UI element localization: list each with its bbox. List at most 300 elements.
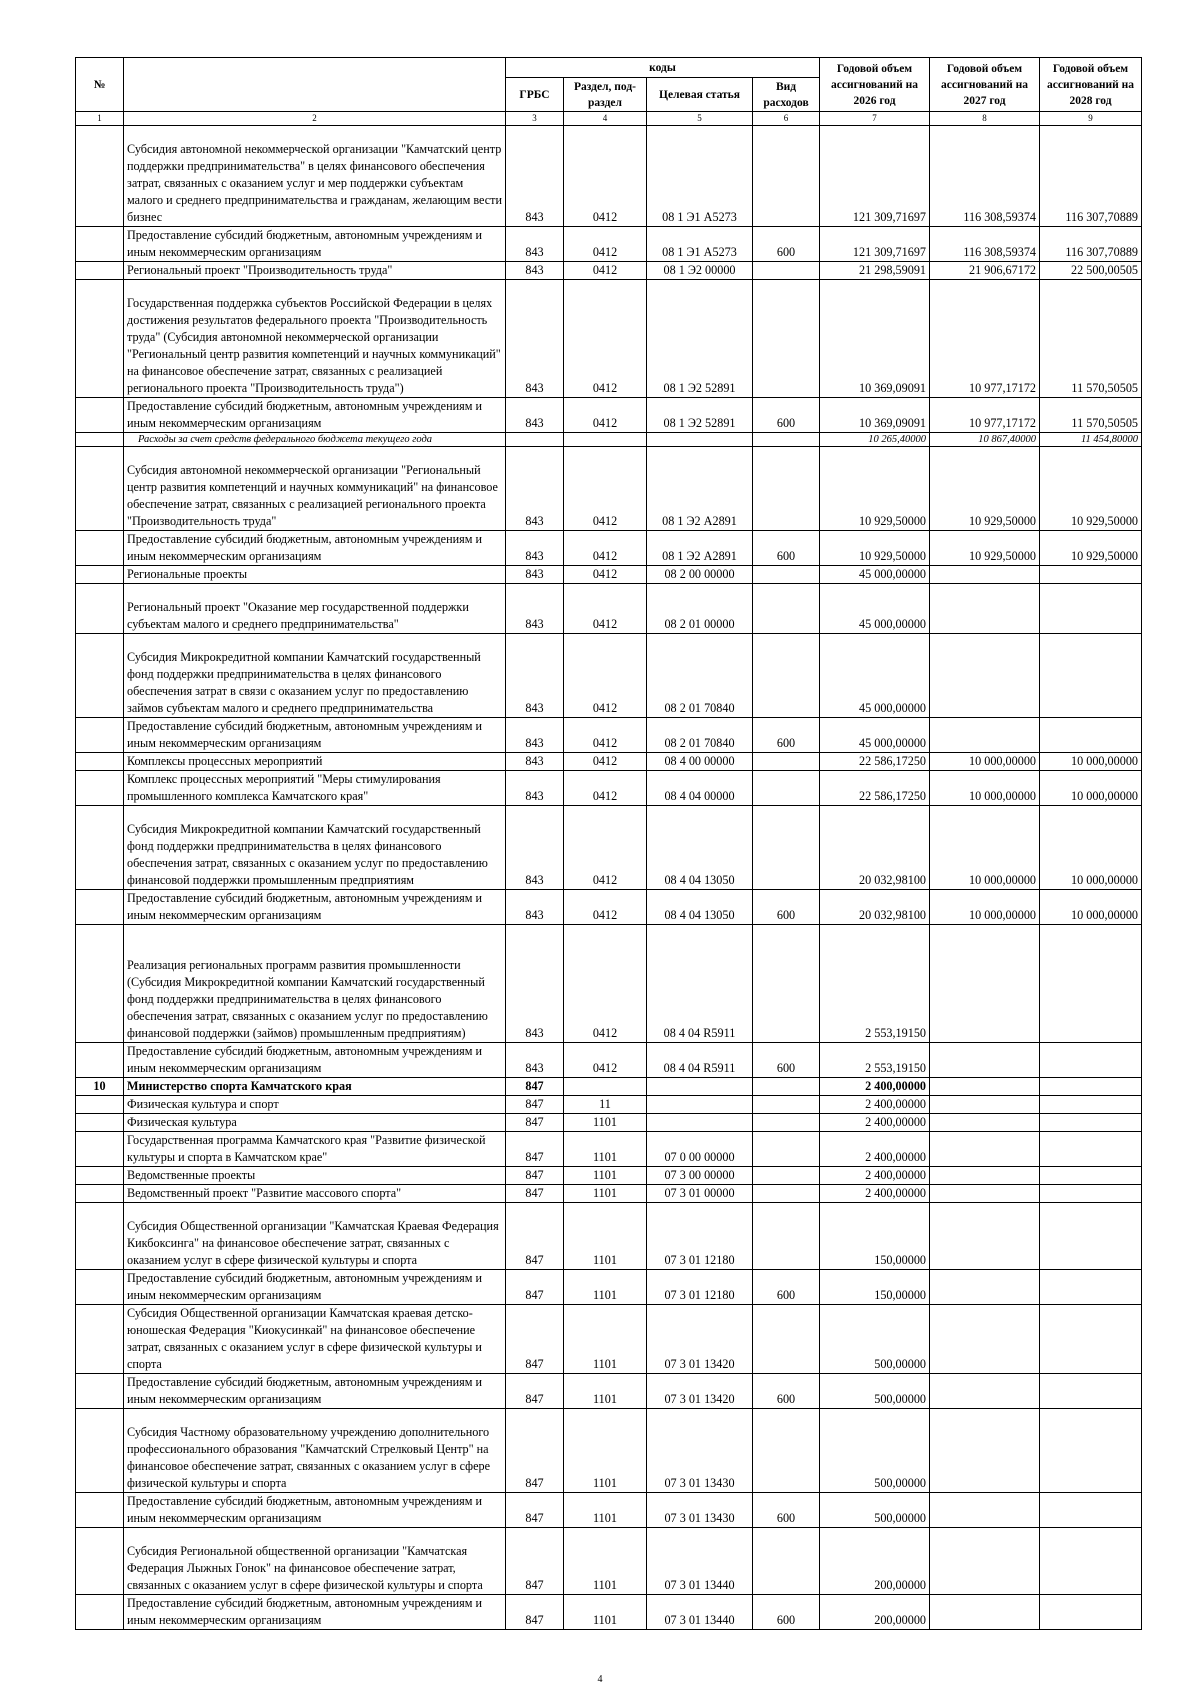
row-name: Субсидия Микрокредитной компании Камчатский государственный фонд поддержки предпринимательства в целях финансового обеспечения затрат в связи с оказанием услуг по предоставлению займов субъектам малого и среднего предпринимательства — [124, 634, 506, 718]
row-grbs: 843 — [506, 566, 564, 584]
row-value-2028: 10 000,00000 — [1040, 753, 1142, 771]
row-value-2026: 121 309,71697 — [820, 126, 930, 227]
row-name: Предоставление субсидий бюджетным, автономным учреждениям и иным некоммерческим организациям — [124, 1595, 506, 1630]
row-value-2026: 2 400,00000 — [820, 1132, 930, 1167]
row-number — [76, 806, 124, 890]
row-expense-type — [753, 1409, 820, 1493]
row-number — [76, 634, 124, 718]
row-value-2026: 2 400,00000 — [820, 1078, 930, 1096]
row-target-article: 07 3 01 13440 — [647, 1595, 753, 1630]
table-row — [76, 771, 1142, 806]
row-name: Государственная поддержка субъектов Российской Федерации в целях достижения результатов федерального проекта "Производительность труда" (Субсидия автономной некоммерческой организации "Региональный центр развития компетенций и научных коммуникаций" на финансовое обеспечение затрат, связанных с реализацией регионального проекта "Производительность труда") — [124, 280, 506, 398]
row-name: Предоставление субсидий бюджетным, автономным учреждениям и иным некоммерческим организациям — [124, 531, 506, 566]
header-celevaya: Целевая статья — [647, 78, 753, 112]
row-grbs: 847 — [506, 1305, 564, 1374]
row-value-2027 — [930, 1185, 1040, 1203]
row-number: 10 — [76, 1078, 124, 1096]
row-value-2028 — [1040, 634, 1142, 718]
row-number — [76, 1185, 124, 1203]
row-number — [76, 227, 124, 262]
row-value-2027: 10 929,50000 — [930, 447, 1040, 531]
row-value-2026: 121 309,71697 — [820, 227, 930, 262]
row-expense-type: 600 — [753, 398, 820, 433]
row-expense-type — [753, 126, 820, 227]
row-razdel: 0412 — [564, 806, 647, 890]
row-value-2028: 11 570,50505 — [1040, 398, 1142, 433]
row-value-2026: 2 553,19150 — [820, 1043, 930, 1078]
row-value-2026: 150,00000 — [820, 1270, 930, 1305]
row-value-2026: 22 586,17250 — [820, 753, 930, 771]
row-target-article — [647, 1114, 753, 1132]
table-row — [76, 227, 1142, 262]
column-number: 8 — [930, 112, 1040, 126]
row-name: Субсидия автономной некоммерческой организации "Камчатский центр поддержки предпринимательства" в целях финансового обеспечения затрат, связанных с оказанием услуг и мер поддержки субъектам малого и среднего предпринимательства и гражданам, желающим вести бизнес — [124, 126, 506, 227]
table-row — [76, 806, 1142, 890]
row-value-2028 — [1040, 1043, 1142, 1078]
row-value-2027 — [930, 1270, 1040, 1305]
row-value-2027: 116 308,59374 — [930, 227, 1040, 262]
table-row — [76, 1374, 1142, 1409]
row-expense-type — [753, 1185, 820, 1203]
row-number — [76, 1132, 124, 1167]
row-expense-type: 600 — [753, 227, 820, 262]
row-target-article: 07 3 01 13420 — [647, 1305, 753, 1374]
page-number: 4 — [597, 1674, 603, 1685]
table-row — [76, 566, 1142, 584]
table-row — [76, 1185, 1142, 1203]
header-vid: Вид расходов — [753, 78, 820, 112]
row-value-2026: 20 032,98100 — [820, 890, 930, 925]
table-row — [76, 1096, 1142, 1114]
row-value-2028: 10 000,00000 — [1040, 771, 1142, 806]
table-row — [76, 280, 1142, 398]
row-value-2026: 200,00000 — [820, 1528, 930, 1595]
row-name: Предоставление субсидий бюджетным, автономным учреждениям и иным некоммерческим организациям — [124, 1043, 506, 1078]
table-body — [76, 126, 1142, 1630]
header-2026: Годовой объем ассигнований на 2026 год — [820, 58, 930, 112]
header-razdel: Раздел, под-раздел — [564, 78, 647, 112]
row-number — [76, 1167, 124, 1185]
row-value-2027: 10 977,17172 — [930, 398, 1040, 433]
row-target-article: 08 4 04 R5911 — [647, 1043, 753, 1078]
row-razdel: 1101 — [564, 1493, 647, 1528]
row-razdel: 0412 — [564, 1043, 647, 1078]
row-value-2028 — [1040, 925, 1142, 1043]
row-value-2026: 10 369,09091 — [820, 398, 930, 433]
row-value-2028: 10 929,50000 — [1040, 447, 1142, 531]
table-row — [76, 531, 1142, 566]
row-grbs: 843 — [506, 925, 564, 1043]
row-number — [76, 126, 124, 227]
row-value-2027 — [930, 1043, 1040, 1078]
table-row — [76, 1203, 1142, 1270]
row-value-2026: 2 400,00000 — [820, 1096, 930, 1114]
row-value-2028 — [1040, 1114, 1142, 1132]
table-row — [76, 634, 1142, 718]
row-expense-type — [753, 1078, 820, 1096]
row-razdel: 1101 — [564, 1409, 647, 1493]
row-grbs: 843 — [506, 584, 564, 634]
row-name: Предоставление субсидий бюджетным, автономным учреждениям и иным некоммерческим организациям — [124, 1374, 506, 1409]
row-grbs: 847 — [506, 1132, 564, 1167]
row-number — [76, 753, 124, 771]
row-value-2027: 10 000,00000 — [930, 806, 1040, 890]
row-value-2026: 45 000,00000 — [820, 718, 930, 753]
row-number — [76, 1270, 124, 1305]
row-razdel: 1101 — [564, 1305, 647, 1374]
row-value-2027: 116 308,59374 — [930, 126, 1040, 227]
row-number — [76, 1305, 124, 1374]
row-value-2027: 10 929,50000 — [930, 531, 1040, 566]
row-grbs: 847 — [506, 1409, 564, 1493]
row-grbs: 843 — [506, 806, 564, 890]
row-grbs: 847 — [506, 1167, 564, 1185]
column-number: 1 — [76, 112, 124, 126]
row-value-2026: 45 000,00000 — [820, 584, 930, 634]
row-target-article: 08 1 Э2 А2891 — [647, 531, 753, 566]
row-value-2026: 500,00000 — [820, 1409, 930, 1493]
row-value-2027 — [930, 1595, 1040, 1630]
row-value-2026: 21 298,59091 — [820, 262, 930, 280]
row-value-2028 — [1040, 1078, 1142, 1096]
row-grbs: 843 — [506, 718, 564, 753]
row-expense-type — [753, 1305, 820, 1374]
row-value-2026: 22 586,17250 — [820, 771, 930, 806]
row-name: Субсидия Микрокредитной компании Камчатский государственный фонд поддержки предпринимательства в целях финансового обеспечения затрат, связанных с оказанием услуг по предоставлению финансовой поддержки промышленным предприятиям — [124, 806, 506, 890]
row-grbs: 843 — [506, 1043, 564, 1078]
row-name: Государственная программа Камчатского края "Развитие физической культуры и спорта в Камчатском крае" — [124, 1132, 506, 1167]
row-expense-type: 600 — [753, 1270, 820, 1305]
row-value-2026: 2 400,00000 — [820, 1114, 930, 1132]
row-value-2027 — [930, 1203, 1040, 1270]
row-number — [76, 890, 124, 925]
row-name: Расходы за счет средств федерального бюджета текущего года — [124, 433, 506, 447]
column-number: 9 — [1040, 112, 1142, 126]
row-value-2028: 22 500,00505 — [1040, 262, 1142, 280]
row-value-2027 — [930, 1167, 1040, 1185]
table-row — [76, 447, 1142, 531]
row-name: Субсидия Общественной организации "Камчатская Краевая Федерация Кикбоксинга" на финансовое обеспечение затрат, связанных с оказанием услуг в сфере физической культуры и спорта — [124, 1203, 506, 1270]
row-value-2027: 21 906,67172 — [930, 262, 1040, 280]
row-value-2027 — [930, 566, 1040, 584]
row-target-article: 08 2 01 70840 — [647, 634, 753, 718]
row-value-2028 — [1040, 718, 1142, 753]
row-value-2027 — [930, 925, 1040, 1043]
row-name: Физическая культура — [124, 1114, 506, 1132]
row-grbs: 847 — [506, 1374, 564, 1409]
row-razdel: 0412 — [564, 753, 647, 771]
header-codes: коды — [506, 58, 820, 78]
row-number — [76, 566, 124, 584]
row-expense-type — [753, 1203, 820, 1270]
row-grbs: 843 — [506, 126, 564, 227]
header-name — [124, 58, 506, 112]
row-expense-type — [753, 566, 820, 584]
row-razdel: 11 — [564, 1096, 647, 1114]
row-expense-type — [753, 262, 820, 280]
row-target-article: 08 2 01 70840 — [647, 718, 753, 753]
row-grbs: 843 — [506, 262, 564, 280]
row-target-article: 07 3 01 13440 — [647, 1528, 753, 1595]
row-value-2027 — [930, 1114, 1040, 1132]
budget-table — [75, 57, 1142, 1630]
row-expense-type — [753, 447, 820, 531]
row-target-article: 08 4 04 13050 — [647, 890, 753, 925]
row-expense-type — [753, 1132, 820, 1167]
row-razdel: 0412 — [564, 280, 647, 398]
row-razdel: 0412 — [564, 634, 647, 718]
row-target-article: 07 0 00 00000 — [647, 1132, 753, 1167]
table-row — [76, 126, 1142, 227]
row-expense-type — [753, 433, 820, 447]
row-number — [76, 531, 124, 566]
row-name: Комплексы процессных мероприятий — [124, 753, 506, 771]
row-name: Предоставление субсидий бюджетным, автономным учреждениям и иным некоммерческим организациям — [124, 1493, 506, 1528]
row-value-2028 — [1040, 1409, 1142, 1493]
row-value-2027: 10 867,40000 — [930, 433, 1040, 447]
row-target-article: 08 1 Э1 А5273 — [647, 126, 753, 227]
table-row — [76, 890, 1142, 925]
row-razdel: 0412 — [564, 718, 647, 753]
row-expense-type — [753, 584, 820, 634]
row-grbs: 843 — [506, 771, 564, 806]
column-number: 3 — [506, 112, 564, 126]
row-value-2026: 2 553,19150 — [820, 925, 930, 1043]
row-razdel: 0412 — [564, 447, 647, 531]
row-grbs: 843 — [506, 398, 564, 433]
row-expense-type: 600 — [753, 1493, 820, 1528]
row-value-2028 — [1040, 1528, 1142, 1595]
row-grbs: 843 — [506, 753, 564, 771]
row-target-article: 08 2 00 00000 — [647, 566, 753, 584]
column-number: 7 — [820, 112, 930, 126]
row-value-2028 — [1040, 1595, 1142, 1630]
row-grbs: 843 — [506, 447, 564, 531]
row-value-2027 — [930, 1374, 1040, 1409]
row-expense-type: 600 — [753, 718, 820, 753]
row-razdel: 0412 — [564, 531, 647, 566]
row-grbs: 847 — [506, 1528, 564, 1595]
column-number: 4 — [564, 112, 647, 126]
row-value-2027: 10 977,17172 — [930, 280, 1040, 398]
row-target-article: 07 3 01 12180 — [647, 1270, 753, 1305]
row-value-2026: 20 032,98100 — [820, 806, 930, 890]
row-razdel: 1101 — [564, 1528, 647, 1595]
row-value-2028 — [1040, 1132, 1142, 1167]
row-razdel: 1101 — [564, 1185, 647, 1203]
table-row — [76, 1493, 1142, 1528]
row-number — [76, 1203, 124, 1270]
row-number — [76, 1114, 124, 1132]
row-number — [76, 1409, 124, 1493]
row-expense-type — [753, 634, 820, 718]
row-value-2026: 2 400,00000 — [820, 1167, 930, 1185]
row-expense-type — [753, 280, 820, 398]
row-name: Субсидия Общественной организации Камчатская краевая детско-юношеская Федерация "Киокусинкай" на финансовое обеспечение затрат, связанных с оказанием услуг в сфере физической культуры и спорта — [124, 1305, 506, 1374]
row-value-2026: 2 400,00000 — [820, 1185, 930, 1203]
row-value-2028 — [1040, 1185, 1142, 1203]
row-expense-type: 600 — [753, 1374, 820, 1409]
row-razdel: 0412 — [564, 262, 647, 280]
table-row — [76, 398, 1142, 433]
row-number — [76, 1374, 124, 1409]
row-name: Субсидия автономной некоммерческой организации "Региональный центр развития компетенций и научных коммуникаций" на финансовое обеспечение затрат, связанных с реализацией регионального проекта "Производительность труда" — [124, 447, 506, 531]
row-number — [76, 280, 124, 398]
row-value-2027 — [930, 1132, 1040, 1167]
row-razdel: 0412 — [564, 925, 647, 1043]
row-target-article: 08 4 00 00000 — [647, 753, 753, 771]
table-row — [76, 433, 1142, 447]
row-expense-type: 600 — [753, 890, 820, 925]
row-expense-type — [753, 1167, 820, 1185]
row-value-2028 — [1040, 584, 1142, 634]
row-number — [76, 718, 124, 753]
row-value-2028 — [1040, 566, 1142, 584]
row-name: Предоставление субсидий бюджетным, автономным учреждениям и иным некоммерческим организациям — [124, 398, 506, 433]
row-razdel: 0412 — [564, 126, 647, 227]
table-row — [76, 1114, 1142, 1132]
row-value-2028 — [1040, 1167, 1142, 1185]
row-grbs: 847 — [506, 1096, 564, 1114]
row-value-2028: 10 000,00000 — [1040, 890, 1142, 925]
row-grbs: 847 — [506, 1595, 564, 1630]
row-grbs: 847 — [506, 1185, 564, 1203]
table-row — [76, 1078, 1142, 1096]
row-value-2027 — [930, 718, 1040, 753]
row-value-2026: 10 929,50000 — [820, 531, 930, 566]
row-razdel: 0412 — [564, 227, 647, 262]
row-target-article — [647, 433, 753, 447]
row-grbs: 847 — [506, 1114, 564, 1132]
header-2027: Годовой объем ассигнований на 2027 год — [930, 58, 1040, 112]
row-razdel: 1101 — [564, 1167, 647, 1185]
row-name: Региональный проект "Оказание мер государственной поддержки субъектам малого и среднего предпринимательства" — [124, 584, 506, 634]
row-value-2028: 11 454,80000 — [1040, 433, 1142, 447]
table-row — [76, 1270, 1142, 1305]
row-name: Ведомственный проект "Развитие массового спорта" — [124, 1185, 506, 1203]
row-value-2027: 10 000,00000 — [930, 771, 1040, 806]
row-value-2026: 10 369,09091 — [820, 280, 930, 398]
row-razdel: 0412 — [564, 771, 647, 806]
row-name: Региональные проекты — [124, 566, 506, 584]
row-value-2026: 10 929,50000 — [820, 447, 930, 531]
table-row — [76, 584, 1142, 634]
row-grbs: 843 — [506, 280, 564, 398]
row-number — [76, 447, 124, 531]
row-target-article: 07 3 01 13430 — [647, 1493, 753, 1528]
row-grbs: 847 — [506, 1493, 564, 1528]
row-number — [76, 1096, 124, 1114]
row-value-2028: 116 307,70889 — [1040, 227, 1142, 262]
row-target-article: 07 3 01 00000 — [647, 1185, 753, 1203]
row-expense-type — [753, 771, 820, 806]
column-number: 6 — [753, 112, 820, 126]
row-razdel: 1101 — [564, 1132, 647, 1167]
row-expense-type — [753, 925, 820, 1043]
row-value-2026: 45 000,00000 — [820, 566, 930, 584]
row-number — [76, 1528, 124, 1595]
row-expense-type — [753, 1114, 820, 1132]
row-value-2027 — [930, 634, 1040, 718]
row-name: Предоставление субсидий бюджетным, автономным учреждениям и иным некоммерческим организациям — [124, 718, 506, 753]
column-number: 5 — [647, 112, 753, 126]
row-razdel: 0412 — [564, 584, 647, 634]
row-value-2027 — [930, 1493, 1040, 1528]
row-value-2026: 200,00000 — [820, 1595, 930, 1630]
row-grbs: 847 — [506, 1203, 564, 1270]
table-row — [76, 1528, 1142, 1595]
row-name: Предоставление субсидий бюджетным, автономным учреждениям и иным некоммерческим организациям — [124, 227, 506, 262]
row-number — [76, 398, 124, 433]
row-target-article: 08 1 Э2 52891 — [647, 398, 753, 433]
row-value-2026: 10 265,40000 — [820, 433, 930, 447]
row-value-2026: 150,00000 — [820, 1203, 930, 1270]
row-razdel — [564, 433, 647, 447]
row-razdel: 0412 — [564, 398, 647, 433]
row-value-2027: 10 000,00000 — [930, 890, 1040, 925]
row-value-2028: 11 570,50505 — [1040, 280, 1142, 398]
row-razdel: 0412 — [564, 566, 647, 584]
row-expense-type — [753, 1096, 820, 1114]
table-row — [76, 1132, 1142, 1167]
row-target-article: 08 4 04 00000 — [647, 771, 753, 806]
row-grbs — [506, 433, 564, 447]
column-numbers-row — [76, 112, 1142, 126]
row-value-2028: 10 000,00000 — [1040, 806, 1142, 890]
row-target-article: 08 1 Э2 52891 — [647, 280, 753, 398]
row-value-2027 — [930, 1305, 1040, 1374]
row-target-article: 08 1 Э1 А5273 — [647, 227, 753, 262]
row-razdel: 1101 — [564, 1203, 647, 1270]
row-value-2028 — [1040, 1270, 1142, 1305]
table-row — [76, 1167, 1142, 1185]
row-grbs: 847 — [506, 1270, 564, 1305]
row-number — [76, 771, 124, 806]
row-target-article: 08 1 Э2 00000 — [647, 262, 753, 280]
header-2028: Годовой объем ассигнований на 2028 год — [1040, 58, 1142, 112]
row-name: Субсидия Частному образовательному учреждению дополнительного профессионального образования "Камчатский Стрелковый Центр" на финансовое обеспечение затрат, связанных с оказанием услуг в сфере физической культуры и спорта — [124, 1409, 506, 1493]
header-grbs: ГРБС — [506, 78, 564, 112]
row-name: Региональный проект "Производительность труда" — [124, 262, 506, 280]
row-expense-type: 600 — [753, 1043, 820, 1078]
row-value-2028 — [1040, 1096, 1142, 1114]
column-number: 2 — [124, 112, 506, 126]
row-grbs: 843 — [506, 634, 564, 718]
row-value-2028 — [1040, 1374, 1142, 1409]
row-expense-type: 600 — [753, 1595, 820, 1630]
row-expense-type — [753, 753, 820, 771]
row-name: Министерство спорта Камчатского края — [124, 1078, 506, 1096]
row-value-2026: 500,00000 — [820, 1374, 930, 1409]
row-target-article: 07 3 01 13420 — [647, 1374, 753, 1409]
row-target-article — [647, 1096, 753, 1114]
row-value-2027: 10 000,00000 — [930, 753, 1040, 771]
table-row — [76, 925, 1142, 1043]
row-number — [76, 1493, 124, 1528]
row-target-article: 07 3 01 12180 — [647, 1203, 753, 1270]
row-expense-type: 600 — [753, 531, 820, 566]
table-row — [76, 1595, 1142, 1630]
row-target-article: 08 2 01 00000 — [647, 584, 753, 634]
row-value-2026: 45 000,00000 — [820, 634, 930, 718]
row-target-article: 08 1 Э2 А2891 — [647, 447, 753, 531]
row-value-2028 — [1040, 1493, 1142, 1528]
table-row — [76, 262, 1142, 280]
row-razdel: 1101 — [564, 1374, 647, 1409]
row-value-2027 — [930, 1409, 1040, 1493]
row-name: Предоставление субсидий бюджетным, автономным учреждениям и иным некоммерческим организациям — [124, 1270, 506, 1305]
row-value-2027 — [930, 1096, 1040, 1114]
